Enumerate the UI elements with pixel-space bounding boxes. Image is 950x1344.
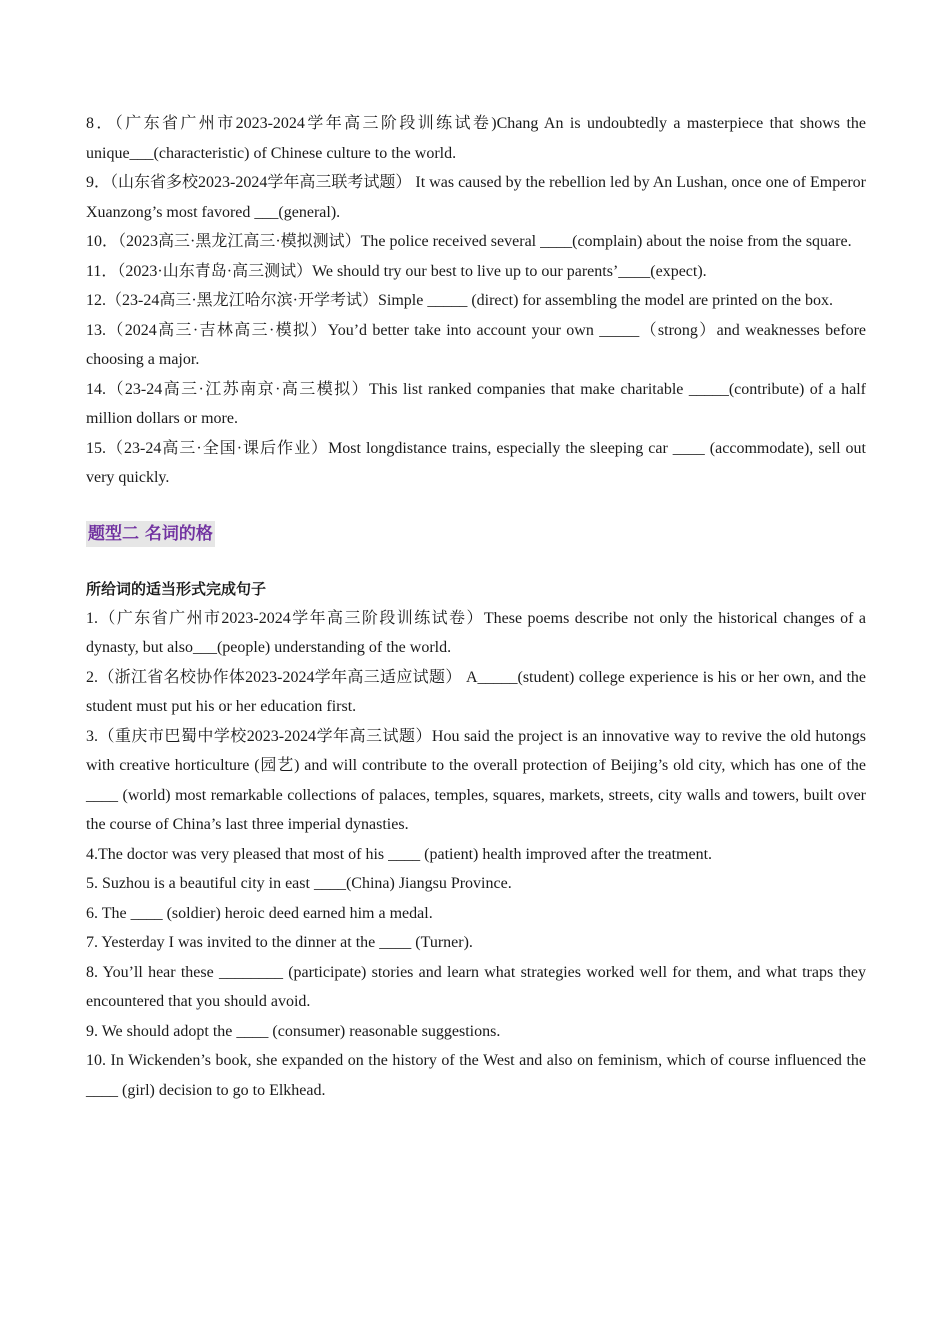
question-item: 9. We should adopt the ____ (consumer) reasonable suggestions. [86, 1022, 501, 1040]
question-item: 13.（2024高三·吉林高三·模拟）You’d better take into account your own _____（strong）and weaknesses before choosing a major. [86, 321, 866, 368]
question-item: 15.（23-24高三·全国·课后作业）Most longdistance trains, especially the sleeping car ____ (accommodate), sell out very quickly. [86, 439, 866, 486]
question-item: 8．（广东省广州市2023-2024学年高三阶段训练试卷)Chang An is undoubtedly a masterpiece that shows the unique___(characteristic) of Chinese culture to the world. [86, 115, 866, 162]
section-instruction: 所给词的适当形式完成句子 [86, 579, 267, 598]
question-item: 1.（广东省广州市2023-2024学年高三阶段训练试卷）These poems describe not only the historical changes of a dynasty, but also___(people) understanding of the world. [86, 609, 866, 656]
section-heading-block [86, 521, 866, 547]
question-item: 8. You’ll hear these ________ (participate) stories and learn what strategies worked well for them, and what traps they encountered that you should avoid. [86, 963, 866, 1010]
document-body [86, 109, 866, 1105]
question-item: 4.The doctor was very pleased that most of his ____ (patient) health improved after the treatment. [86, 845, 713, 863]
question-item: 11．（2023·山东青岛·高三测试）We should try our best to live up to our parents’____(expect). [86, 262, 707, 280]
question-item: 9．（山东省多校2023-2024学年高三联考试题） It was caused by the rebellion led by An Lushan, once one of Emperor Xuanzong’s most favored ___(general). [86, 174, 866, 221]
question-item: 6. The ____ (soldier) heroic deed earned him a medal. [86, 904, 433, 922]
question-item: 3.（重庆市巴蜀中学校2023-2024学年高三试题）Hou said the project is an innovative way to revive the old hutongs with creative horticulture (园艺) and will contribute to the overall protection of Beijing’s old city, which has one of the ____ (world) most remarkable collections of palaces, temples, squares, markets, streets, city walls and towers, built over the course of China’s last three imperial dynasties. [86, 727, 866, 833]
question-item: 14.（23-24高三·江苏南京·高三模拟）This list ranked companies that make charitable _____(contribute) of a half million dollars or more. [86, 380, 866, 427]
question-item: 12.（23-24高三·黑龙江哈尔滨·开学考试）Simple _____ (direct) for assembling the model are printed on the box. [86, 292, 833, 309]
question-item: 7. Yesterday I was invited to the dinner at the ____ (Turner). [86, 934, 473, 951]
question-item: 10．（2023高三·黑龙江高三·模拟测试）The police received several ____(complain) about the noise from the square. [86, 233, 852, 250]
question-item: 5. Suzhou is a beautiful city in east ____(China) Jiangsu Province. [86, 875, 512, 892]
question-item: 2.（浙江省名校协作体2023-2024学年高三适应试题） A_____(student) college experience is his or her own, and the student must put his or her education first. [86, 668, 866, 715]
section-title: 题型二 名词的格 [86, 521, 215, 547]
question-item: 10. In Wickenden’s book, she expanded on the history of the West and also on feminism, which of course influenced the ____ (girl) decision to go to Elkhead. [86, 1052, 866, 1099]
